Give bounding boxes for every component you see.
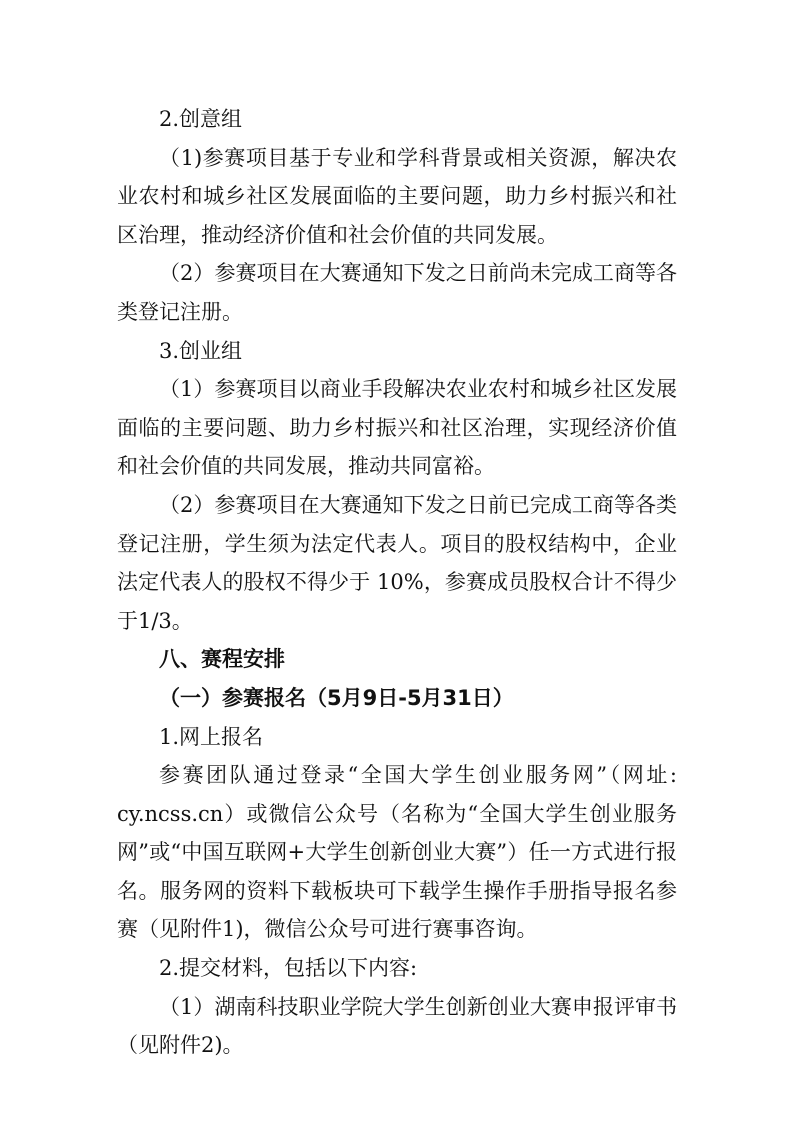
paragraph-material-1: （1）湖南科技职业学院大学生创新创业大赛申报评审书（见附件2)。 [117,994,677,1058]
paragraph-startup-requirement-1: （1）参赛项目以商业手段解决农业农村和城乡社区发展面临的主要问题、助力乡村振兴和社区治理，实现经济价值和社会价值的共同发展，推动共同富裕。 [117,377,677,479]
subsection-heading-creative-group: 2.创意组 [159,107,243,131]
paragraph-creative-requirement-1: （1)参赛项目基于专业和学科背景或相关资源，解决农业农村和城乡社区发展面临的主要问题，助力乡村振兴和社区治理，推动经济价值和社会价值的共同发展。 [117,145,677,247]
subsection-heading-startup-group: 3.创业组 [159,338,243,363]
paragraph-creative-requirement-2: （2）参赛项目在大赛通知下发之日前尚未完成工商等各类登记注册。 [117,261,677,324]
paragraph-startup-requirement-2: （2）参赛项目在大赛通知下发之日前已完成工商等各类登记注册，学生须为法定代表人。项目的股权结构中，企业法定代表人的股权不得少于 10%，参赛成员股权合计不得少于1/3。 [117,492,677,633]
subsection-heading-registration: （一）参赛报名（5月9日-5月31日） [159,685,514,710]
item-heading-online-registration: 1.网上报名 [159,724,264,749]
section-heading-schedule: 八、赛程安排 [159,647,285,672]
paragraph-online-registration: 参赛团队通过登录“全国大学生创业服务网”（网址: cy.ncss.cn）或微信公众号（名称为“全国大学生创业服务网”或“中国互联网+大学生创新创业大赛”）任一方式进行报名。服务网的资料下载板块可下载学生操作手册指导报名参赛（见附件1)，微信公众号可进行赛事咨询。 [117,763,677,942]
item-heading-submit-materials: 2.提交材料，包括以下内容: [159,956,418,981]
document-body [117,100,677,1065]
